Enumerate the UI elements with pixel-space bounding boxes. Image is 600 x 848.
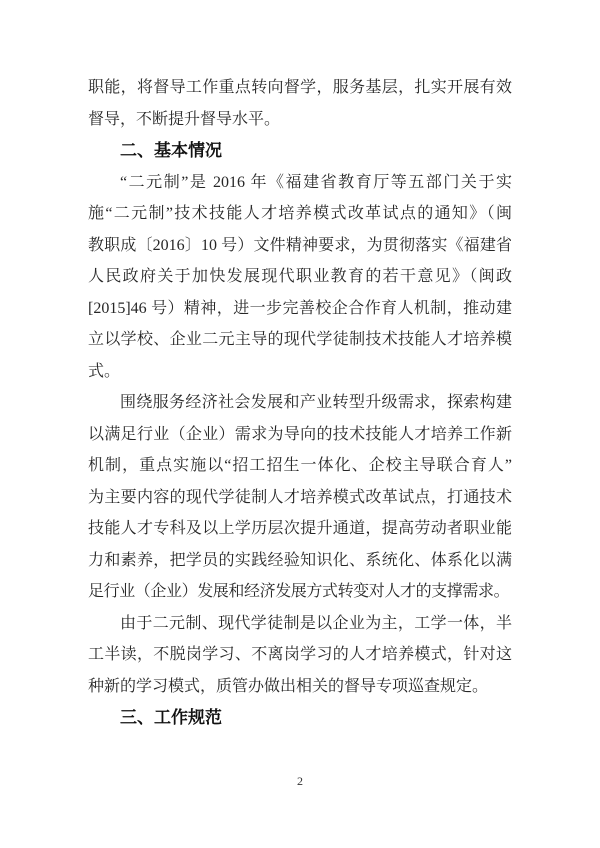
text-line: 以满足行业（企业）需求为导向的技术技能人才培养工作新 xyxy=(88,425,512,443)
section-heading: 三、工作规范 xyxy=(120,708,222,727)
text-block xyxy=(88,72,512,734)
text-line: 职能，将督导工作重点转向督学，服务基层，扎实开展有效 xyxy=(88,79,512,96)
text-line: 由于二元制、现代学徒制是以企业为主，工学一体，半 xyxy=(120,614,512,632)
text-line: [2015]46 号）精神，进一步完善校企合作育人机制，推动建 xyxy=(88,299,512,317)
text-line: 式。 xyxy=(88,362,121,380)
text-line: 为主要内容的现代学徒制人才培养模式改革试点，打通技术 xyxy=(88,488,512,506)
text-line: 教职成〔2016〕10 号）文件精神要求，为贯彻落实《福建省 xyxy=(88,236,512,254)
text-line: 技能人才专科及以上学历层次提升通道，提高劳动者职业能 xyxy=(88,520,512,537)
text-line: 工半读，不脱岗学习、不离岗学习的人才培养模式，针对这 xyxy=(88,646,512,663)
text-line: 立以学校、企业二元主导的现代学徒制技术技能人才培养模 xyxy=(88,331,512,348)
section-heading: 二、基本情况 xyxy=(120,141,222,160)
text-line: 力和素养，把学员的实践经验知识化、系统化、体系化以满 xyxy=(88,551,512,569)
text-line: 人民政府关于加快发展现代职业教育的若干意见》（闽政 xyxy=(88,268,512,285)
text-line: “二元制”是 2016 年《福建省教育厅等五部门关于实 xyxy=(120,173,512,191)
text-line: 督导，不断提升督导水平。 xyxy=(88,110,281,128)
text-line: 围绕服务经济社会发展和产业转型升级需求，探索构建 xyxy=(120,394,512,411)
text-line: 足行业（企业）发展和经济发展方式转变对人才的支撑需求。 xyxy=(88,583,510,600)
text-line: 机制，重点实施以“招工招生一体化、企校主导联合育人” xyxy=(88,457,512,474)
text-line: 种新的学习模式，质管办做出相关的督导专项巡查规定。 xyxy=(88,677,489,695)
text-line: 施“二元制”技术技能人才培养模式改革试点的通知》（闽 xyxy=(88,205,512,222)
page-number: 2 xyxy=(297,774,303,788)
